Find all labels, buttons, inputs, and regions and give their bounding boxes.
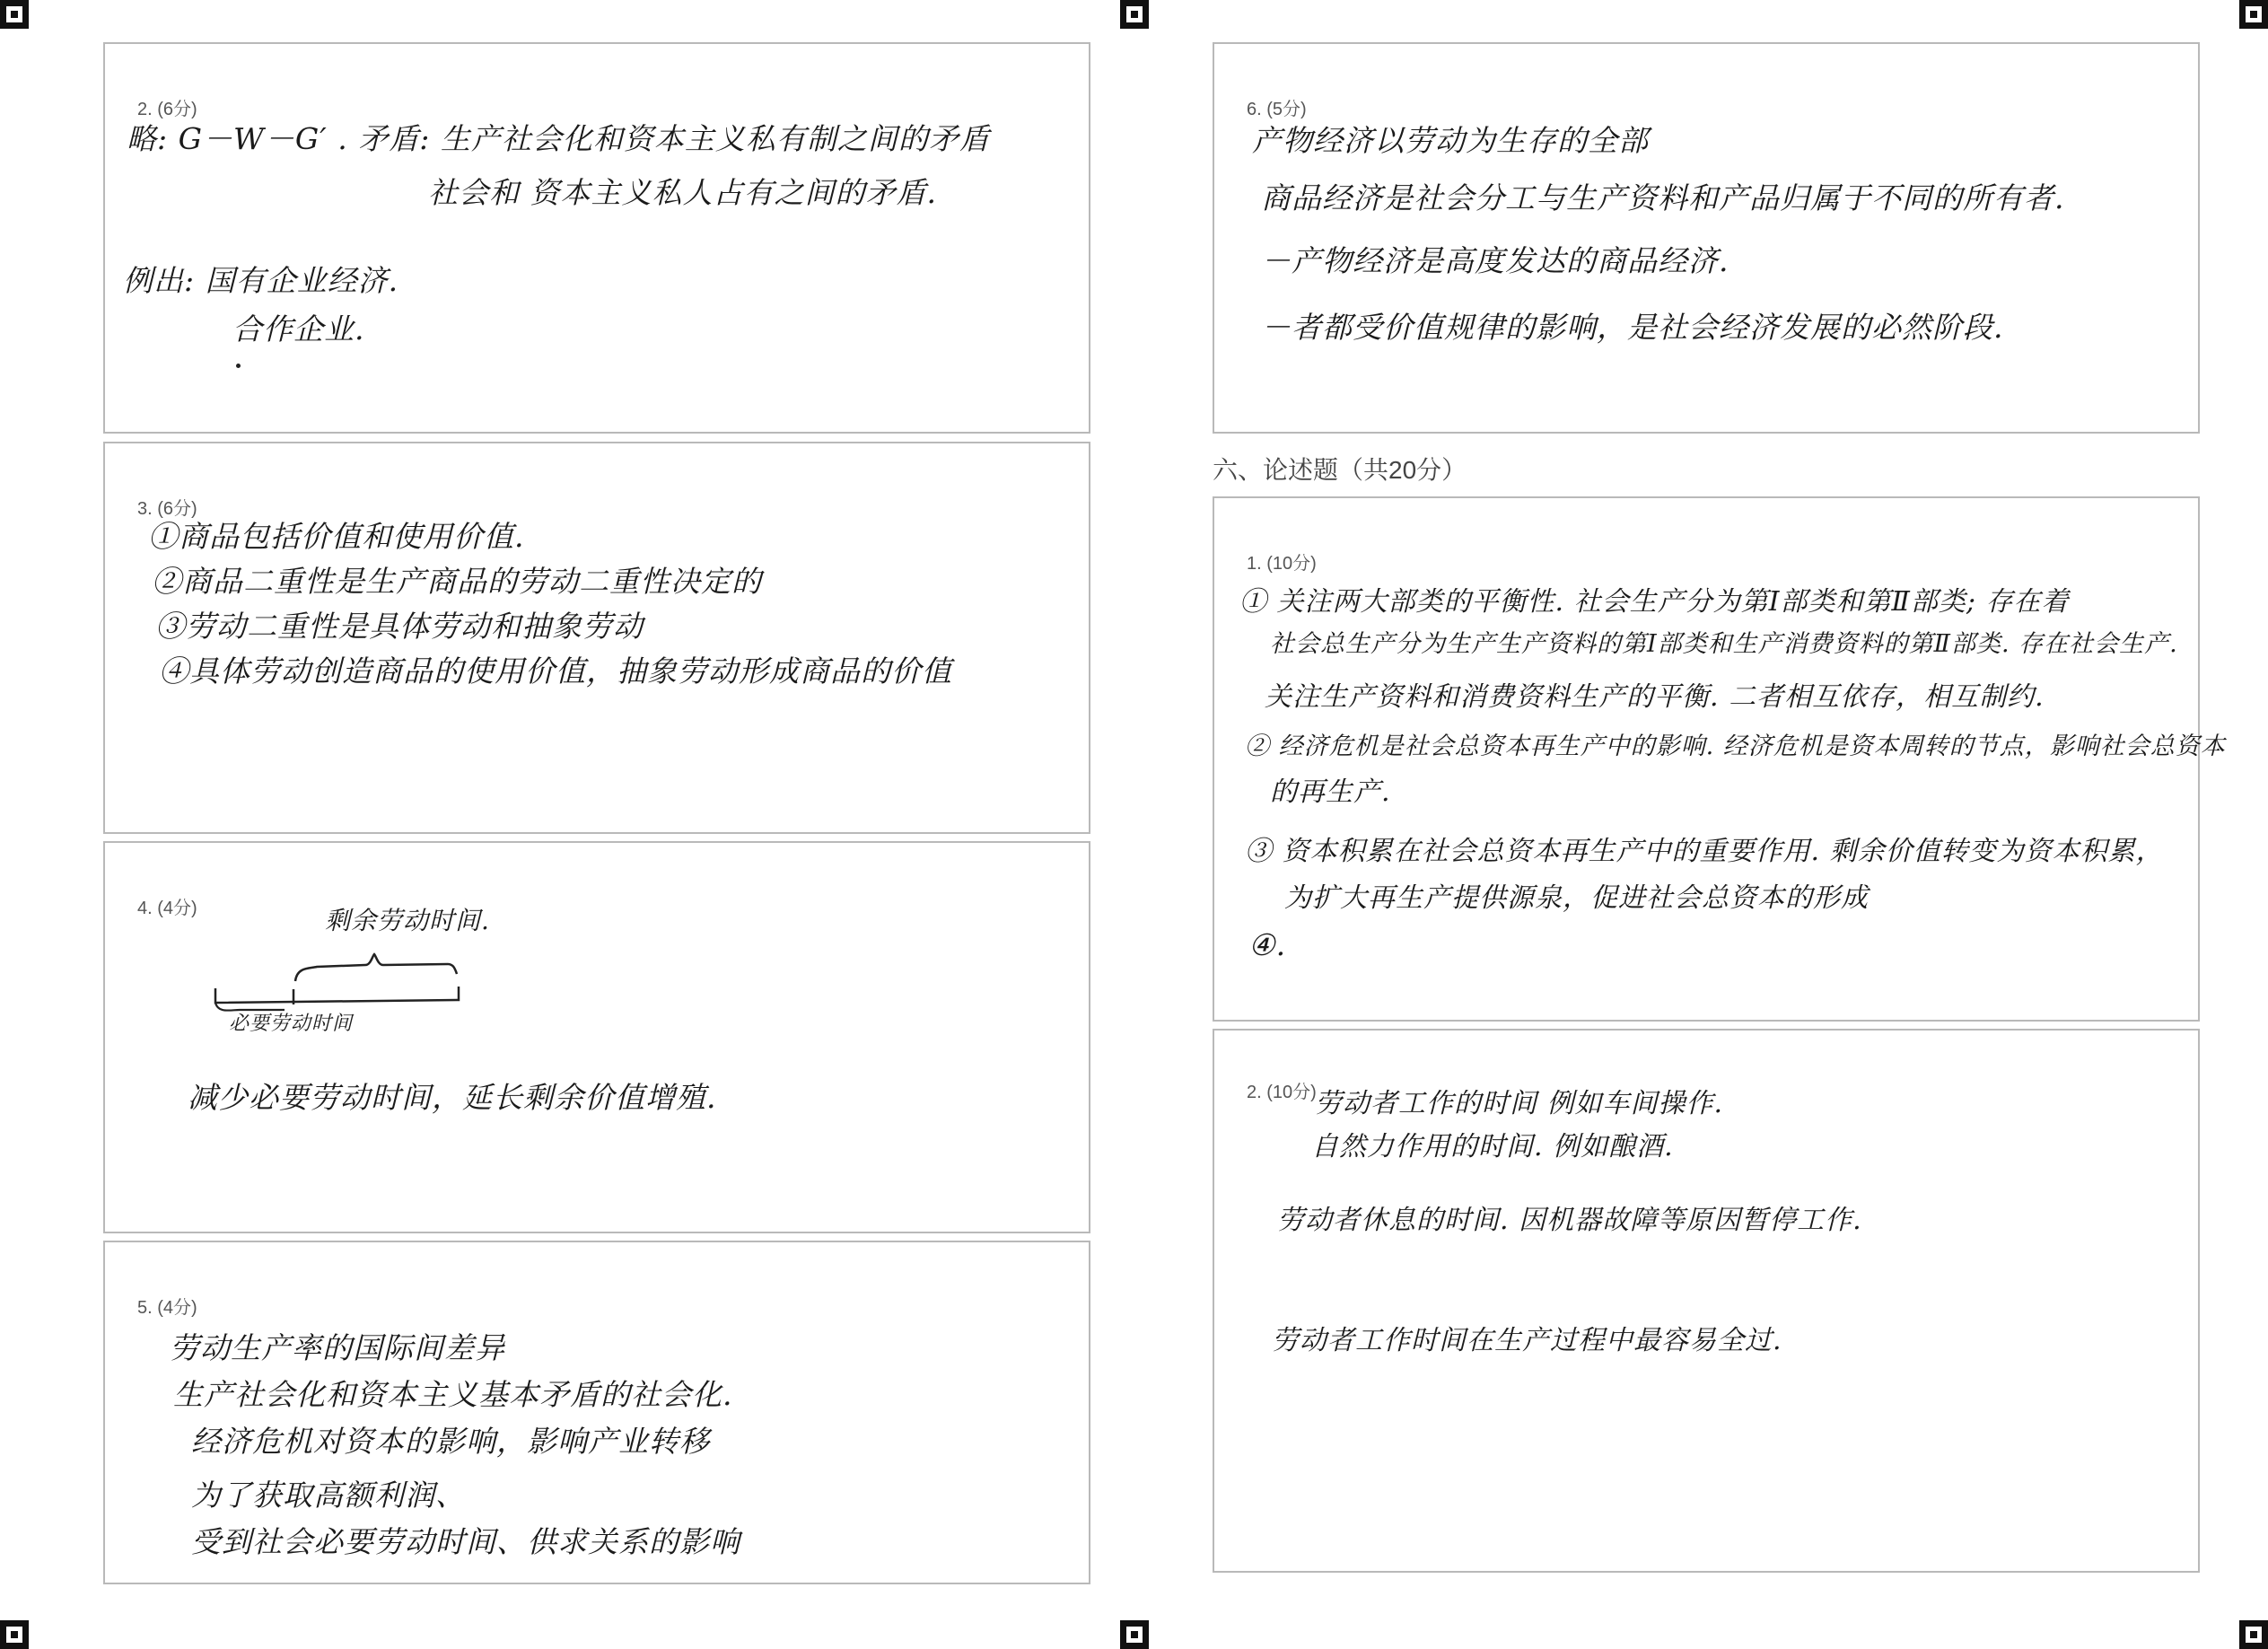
handwritten-line: 自然力作用的时间. 例如酿酒. — [1311, 1131, 1674, 1162]
handwritten-line: 合作企业. — [232, 311, 365, 346]
handwritten-line: ④具体劳动创造商品的使用价值，抽象劳动形成商品的价值 — [159, 653, 952, 689]
question-label: 1. (10分) — [1247, 554, 1317, 574]
answer-box-q2 — [103, 42, 1090, 434]
handwritten-line: 产物经济以劳动为生存的全部 — [1252, 123, 1649, 158]
handwritten-line: ② 经济危机是社会总资本再生产中的影响. 经济危机是资本周转的节点，影响社会总资本 — [1245, 732, 2226, 760]
handwritten-line: 关注生产资料和消费资料生产的平衡. 二者相互依存，相互制约. — [1265, 681, 2045, 713]
handwritten-line: 为了获取高额利润、 — [191, 1478, 466, 1513]
diagram-label-necessary-labor-time: 必要劳动时间 — [229, 1013, 354, 1035]
ink-dot — [236, 364, 241, 368]
handwritten-line: 受到社会必要劳动时间、供求关系的影响 — [191, 1524, 740, 1559]
handwritten-line: ③劳动二重性是具体劳动和抽象劳动 — [155, 609, 644, 644]
question-label: 4. (4分) — [137, 899, 197, 918]
corner-marker-top-center — [1120, 0, 1149, 29]
handwritten-line: 减少必要劳动时间，延长剩余价值增殖. — [188, 1080, 717, 1115]
handwritten-line: ②商品二重性是生产商品的劳动二重性决定的 — [152, 564, 762, 599]
question-label: 2. (6分) — [137, 100, 197, 119]
handwritten-line: ① 关注两大部类的平衡性. 社会生产分为第Ⅰ部类和第Ⅱ部类; 存在着 — [1239, 586, 2070, 618]
question-label: 3. (6分) — [137, 499, 197, 519]
handwritten-line: 商品经济是社会分工与生产资料和产品归属于不同的所有者. — [1261, 180, 2065, 215]
handwritten-line: 经济危机对资本的影响，影响产业转移 — [191, 1424, 710, 1459]
handwritten-line: ③ 资本积累在社会总资本再生产中的重要作用. 剩余价值转变为资本积累， — [1245, 836, 2164, 867]
handwritten-line: －者都受价值规律的影响，是社会经济发展的必然阶段. — [1261, 310, 2004, 345]
handwritten-line: 社会总生产分为生产生产资料的第Ⅰ部类和生产消费资料的第Ⅱ部类. 存在社会生产. — [1270, 630, 2178, 658]
section-title: 六、论述题（共20分） — [1213, 456, 1467, 484]
handwritten-line: ④. — [1248, 927, 1287, 962]
corner-marker-bottom-left — [0, 1620, 29, 1649]
question-label: 6. (5分) — [1247, 100, 1307, 119]
question-label: 2. (10分) — [1247, 1083, 1317, 1102]
handwritten-line: 例出: 国有企业经济. — [123, 263, 399, 298]
answer-box-q4 — [103, 841, 1090, 1233]
handwritten-line: ①商品包括价值和使用价值. — [148, 519, 525, 554]
labor-time-diagram — [105, 843, 1092, 1235]
handwritten-line: －产物经济是高度发达的商品经济. — [1261, 243, 1729, 278]
handwritten-line: 的再生产. — [1270, 776, 1391, 808]
answer-box-essay-1 — [1213, 496, 2226, 1022]
diagram-label-surplus-labor-time: 剩余劳动时间. — [325, 906, 490, 935]
question-label: 5. (4分) — [137, 1298, 197, 1318]
answer-box-q3 — [103, 442, 1090, 834]
corner-marker-top-left — [0, 0, 29, 29]
handwritten-line: 劳动生产率的国际间差异 — [170, 1330, 505, 1365]
handwritten-line: 劳动者工作的时间 例如车间操作. — [1315, 1088, 1724, 1119]
handwritten-line: 为扩大再生产提供源泉，促进社会总资本的形成 — [1284, 882, 1869, 914]
handwritten-line: 劳动者工作时间在生产过程中最容易全过. — [1272, 1325, 1782, 1356]
answer-box-q5 — [103, 1241, 1090, 1584]
answer-box-q6 — [1213, 42, 2200, 434]
corner-marker-bottom-right — [2239, 1620, 2268, 1649]
handwritten-line: 劳动者休息的时间. 因机器故障等原因暂停工作. — [1277, 1205, 1862, 1236]
answer-box-essay-2 — [1213, 1029, 2200, 1573]
handwritten-line: 社会和 资本主义私人占有之间的矛盾. — [428, 175, 937, 210]
corner-marker-bottom-center — [1120, 1620, 1149, 1649]
handwritten-line: 生产社会化和资本主义基本矛盾的社会化. — [173, 1377, 733, 1412]
handwritten-line: 略: G－W－G′ . 矛盾: 生产社会化和资本主义私有制之间的矛盾 — [127, 121, 990, 156]
corner-marker-top-right — [2239, 0, 2268, 29]
